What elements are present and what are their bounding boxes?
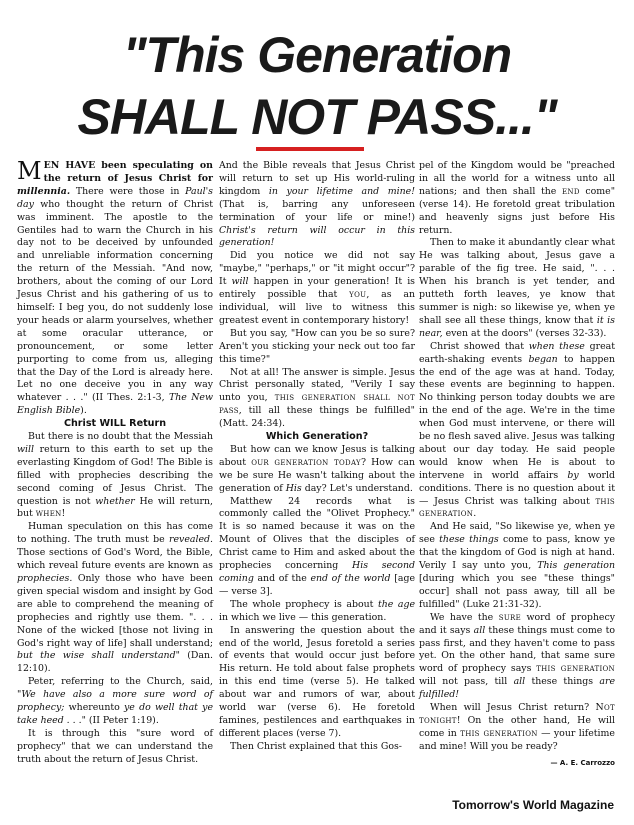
headline-line-1: "This Generation <box>122 27 512 83</box>
column-2 <box>219 160 415 754</box>
drop-cap: M <box>17 157 42 185</box>
column-3 <box>419 160 615 770</box>
subheading-christ-will-return: Christ WILL Return <box>63 418 167 430</box>
paragraph: The whole prophecy is about the age in which we live — this generation. <box>219 598 415 623</box>
paragraph: And He said, "So likewise ye, when ye see these things come to pass, know ye that the kingdom of God is nigh at hand. Verily I say unto you, This generation [during which you see "these things" occur] shall not pass away, till all be fulfilled" (Luke 21:31-32). <box>419 521 615 610</box>
paragraph: Matthew 24 records what is commonly called the "Olivet Prophecy." It is so named because it was on the Mount of Olives that the disciples of Christ came to Him and asked about the prophecies concerning His second coming and of the end of the world [age — verse 3]. <box>219 495 415 597</box>
intro-paragraph: MEN HAVE been speculating on the return of Jesus Christ for millennia. There were those in Paul's day who thought the return of Christ was imminent. The apostle to the Gentiles had to warn the Church in his day not to be deceived by unfounded and unreliable information concerning the return of the Messiah. "And now, brothers, about the coming of our Lord Jesus Christ and his gathering of us to himself: I beg you, do not suddenly lose your heads or alarm yourselves, whether at some oracular utterance, or pronouncement, or some letter purporting to come from us, alleging that the Day of the Lord is already here. Let no one deceive you in any way whatever . . ." (II Thes. 2:1-3, The New English Bible). <box>17 157 213 417</box>
paragraph: Not at all! The answer is simple. Jesus Christ personally stated, "Verily I say unto you, this generation shall not pass, till all these things be fulfilled" (Matt. 24:34). <box>219 366 415 430</box>
paragraph: Then Christ explained that this Gos- <box>230 740 402 752</box>
headline-not: NOT <box>251 89 354 145</box>
paragraph: Christ showed that when these great earth-shaking events began to happen the end of the age was at hand. Today, these events are beginning to happen. No thinking person today doubts we are in the end of the age. We're in the time when God must intervene, or there will be no flesh saved alive. Jesus was talking about our day today. He said people would know when He is about to intervene in world affairs by world conditions. There is no question about it — Jesus Christ was talking about this generation. <box>419 340 615 520</box>
author-byline: — A. E. Carrozzo <box>550 758 615 767</box>
headline-line-2 <box>0 89 634 145</box>
paragraph: Then to make it abundantly clear what He was talking about, Jesus gave a parable of the fig tree. He said, ". . . When his branch is yet tender, and putteth forth leaves, ye know that summer is nigh: so likewise ye, when ye shall see all these things, know that it is near, even at the doors" (verses 32-33). <box>419 237 615 339</box>
paragraph: When will Jesus Christ return? Not tonight! On the other hand, He will come in this generation — your lifetime and mine! Will you be ready? <box>419 702 615 752</box>
paragraph: Human speculation on this has come to nothing. The truth must be revealed. Those sections of God's Word, the Bible, which reveal future events are known as prophecies. Only those who have been given special wisdom and insight by God are able to comprehend the meaning of prophecies and rightly use them. ". . . None of the wicked [those not living in God's right way of life] shall understand; but the wise shall understand" (Dan. 12:10). <box>17 521 213 675</box>
paragraph: But there is no doubt that the Messiah will return to this earth to set up the everlasting Kingdom of God! The Bible is filled with prophecies describing the second coming of Jesus Christ. The question is not whether He will return, but when! <box>17 431 213 520</box>
paragraph: It is through this "sure word of prophecy" that we can understand the truth about the return of Jesus Christ. <box>17 727 213 765</box>
paragraph: pel of the Kingdom would be "preached in all the world for a witness unto all nations; and then shall the end come" (verse 14). He foretold great tribulation and heavenly signs just before His return. <box>419 160 616 236</box>
paragraph: But you say, "How can you be so sure? Aren't you sticking your neck out too far this time?" <box>219 327 415 365</box>
headline-shall: SHALL <box>77 89 252 145</box>
headline-underline <box>256 147 364 151</box>
paragraph: Peter, referring to the Church, said, "We have also a more sure word of prophecy; whereunto ye do well that ye take heed . . ." (II Peter 1:19). <box>17 676 213 726</box>
column-1 <box>17 157 213 767</box>
paragraph: But how can we know Jesus is talking about our generation today? How can we be sure He wasn't talking about the generation of His day? Let's understand. <box>219 443 415 494</box>
subheading-which-generation: Which Generation? <box>265 431 369 443</box>
paragraph: We have the sure word of prophecy and it says all these things must come to pass first, and they haven't come to pass yet. On the other hand, that same sure word of prophecy says this generation will not pass, till all these things are fulfilled! <box>419 611 615 701</box>
paragraph: And the Bible reveals that Jesus Christ will return to set up His world-ruling kingdom in your lifetime and mine! (That is, barring any unforeseen termination of your life or mine!) Christ's return will occur in this generation! <box>219 160 415 249</box>
paragraph: Did you notice we did not say "maybe," "perhaps," or "it might occur"? It will happen in your generation! It is entirely possible that you, as an individual, will live to witness this greatest event in contemporary history! <box>219 250 416 326</box>
paragraph: In answering the question about the end of the world, Jesus foretold a series of events that would occur just before His return. He told about false prophets in this end time (verse 5). He talked about war and rumors of war, about world war (verse 6). He foretold famines, pestilences and earthquakes in different places (verse 7). <box>219 624 415 739</box>
headline-pass: PASS..." <box>353 89 557 145</box>
magazine-name: Tomorrow's World Magazine <box>452 798 614 812</box>
